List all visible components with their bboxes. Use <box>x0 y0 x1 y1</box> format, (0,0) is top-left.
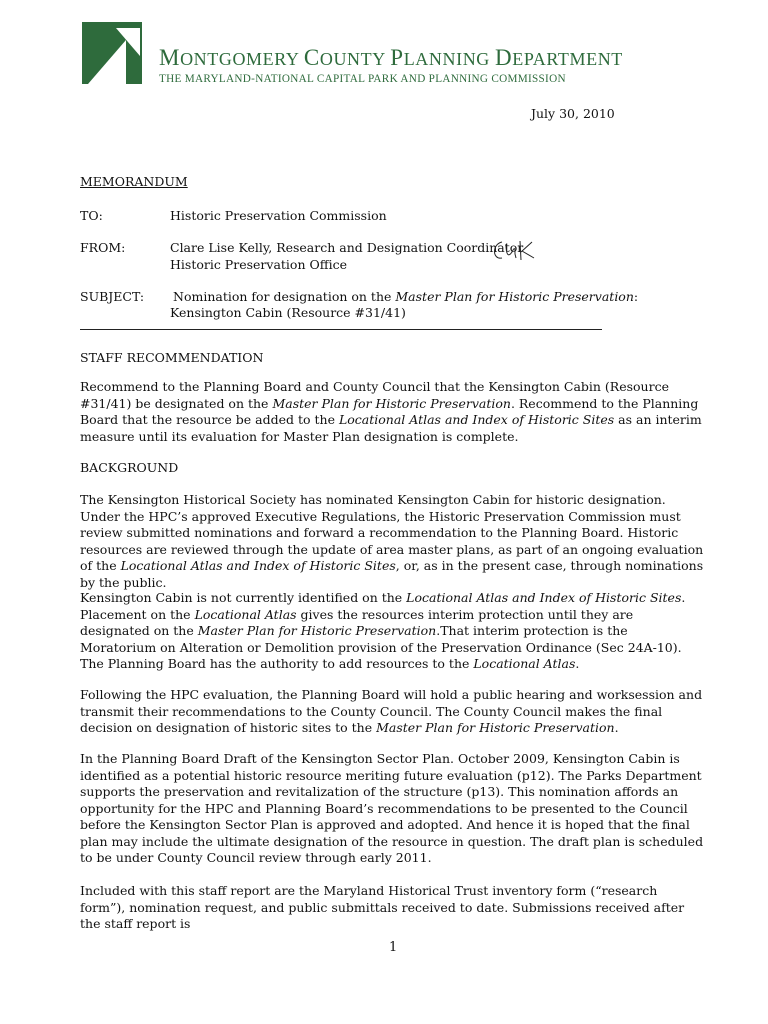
staff-recommendation-heading: STAFF RECOMMENDATION <box>80 350 264 365</box>
text-run: . Recommend to the Planning Board that the resource be added to the <box>80 395 699 427</box>
memo-label: MEMORANDUM <box>80 174 188 189</box>
text-run: Nomination for designation on the <box>173 289 396 304</box>
text-run: gives the resources interim protection until they are designated on the <box>80 606 634 638</box>
page-number: 1 <box>389 940 398 955</box>
text-run: as an interim measure until its evaluation for Master Plan designation is complete. <box>80 412 702 444</box>
subject-line-2: Kensington Cabin (Resource #31/41) <box>170 305 406 320</box>
org-name-part: C <box>303 45 320 70</box>
text-run: Included with this staff report are the Maryland Historical Trust inventory form (“research form”), nomination request, and public submittals received to date. Submissions received after the staff report is <box>80 883 685 931</box>
from-value-name: Clare Lise Kelly, Research and Designation Coordinator <box>170 240 524 255</box>
italic-title-text: Master Plan for Historic Preservation <box>197 623 437 638</box>
italic-title-text: Locational Atlas and Index of Historic Sites <box>338 412 615 427</box>
italic-title-text: Locational Atlas <box>194 606 297 622</box>
org-name-part: D <box>495 45 513 70</box>
organization-name <box>159 45 623 71</box>
recommendation-paragraph <box>80 379 705 445</box>
background-paragraph-1 <box>80 492 705 591</box>
italic-title-text: Locational Atlas and Index of Historic Sites <box>406 590 682 605</box>
text-run: , or, as in the present case, through nominations by the public. <box>80 558 704 590</box>
to-label: TO: <box>80 208 103 223</box>
background-heading: BACKGROUND <box>80 460 179 475</box>
background-paragraph-2 <box>80 590 705 673</box>
mncppc-logo-icon <box>82 22 142 84</box>
org-name-part: M <box>159 45 181 70</box>
org-name-part: LANNING <box>403 49 495 69</box>
initials-signature-icon <box>490 238 538 264</box>
letterhead <box>159 45 623 85</box>
text-run: . <box>614 720 619 735</box>
header-divider <box>80 329 602 330</box>
text-run: In the Planning Board Draft of the Kensington Sector Plan. October 2009, Kensington Cabin is identified as a potential historic resource meriting future evaluation (p12). The Parks Department supports the preservation and revitalization of the structure (p13). This nomination affords an opportunity for the HPC and Planning Board’s recommendations to be presented to the Council before the Kensington Sector Plan is approved and adopted. And hence it is hoped that the final plan may include the ultimate designation of the resource in question. The draft plan is scheduled to be under County Council review through early 2011. <box>80 751 704 865</box>
to-value: Historic Preservation Commission <box>170 208 387 223</box>
org-name-part: ONTGOMERY <box>180 49 304 69</box>
subject-line-1 <box>173 288 638 305</box>
subject-label: SUBJECT: <box>80 289 145 304</box>
background-paragraph-4 <box>80 751 705 867</box>
text-run: : <box>633 289 639 304</box>
text-run: Recommend to the Planning Board and County Council that the Kensington Cabin (Resource #31/41) be designated on the <box>80 379 669 411</box>
text-run: . <box>575 656 580 671</box>
italic-title-text: Master Plan for Historic Preservation <box>395 289 634 304</box>
italic-title-text: Locational Atlas and Index of Historic Sites <box>120 558 396 573</box>
from-label: FROM: <box>80 240 126 255</box>
text-run: Kensington Cabin is not currently identified on the <box>80 590 407 605</box>
text-run: Following the HPC evaluation, the Planning Board will hold a public hearing and worksession and transmit their recommendations to the County Council. The County Council makes the final decision on designation of historic sites to the <box>80 687 703 735</box>
background-paragraph-5 <box>80 883 705 933</box>
org-name-part: P <box>390 45 404 70</box>
text-run: . Placement on the <box>80 590 686 622</box>
italic-title-text: Master Plan for Historic Preservation <box>272 395 511 411</box>
organization-subtitle: THE MARYLAND-NATIONAL CAPITAL PARK AND PLANNING COMMISSION <box>159 73 566 85</box>
background-paragraph-3 <box>80 687 705 737</box>
from-value-office: Historic Preservation Office <box>170 257 347 272</box>
text-run: .That interim protection is the Moratorium on Alteration or Demolition provision of the Preservation Ordinance (Sec 24A-10). The Planning Board has the authority to add resources to the <box>80 623 682 671</box>
italic-title-text: Master Plan for Historic Preservation <box>376 720 615 735</box>
org-name-part: OUNTY <box>319 49 391 69</box>
org-name-part: EPARTMENT <box>512 49 623 69</box>
memo-date: July 30, 2010 <box>531 106 615 121</box>
italic-title-text: Locational Atlas <box>473 656 576 671</box>
text-run: The Kensington Historical Society has nominated Kensington Cabin for historic designation. Under the HPC’s approved Executive Regulations, the Historic Preservation Commission must review submitted nominations and forward a recommendation to the Planning Board. Historic resources are reviewed through the update of area master plans, as part of an ongoing evaluation of the <box>80 492 704 573</box>
